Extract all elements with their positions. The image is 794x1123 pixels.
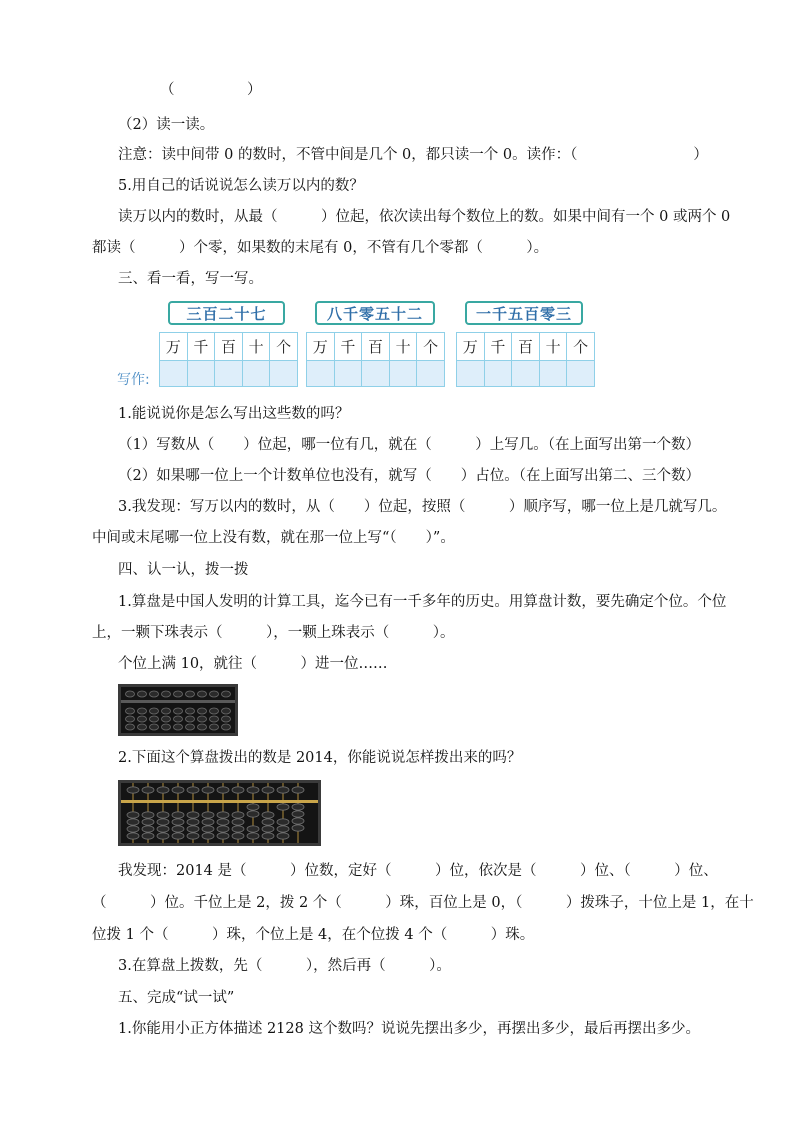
write-cell[interactable] <box>334 361 362 387</box>
abacus-intro-2: 上，一颗下珠表示（ ），一颗上珠表示（ ）。 <box>92 625 455 641</box>
write-cell[interactable] <box>417 361 445 387</box>
abacus-carry: 个位上满 10，就往（ ）进一位…… <box>118 656 388 672</box>
section-3-heading: 三、看一看，写一写。 <box>118 271 263 287</box>
abacus-question-3: 3.在算盘上拨数，先（ ），然后再（ ）。 <box>118 958 451 974</box>
header-ge: 个 <box>417 333 445 361</box>
write-cell[interactable] <box>242 361 270 387</box>
section-4-heading: 四、认一认，拨一拨 <box>118 562 249 578</box>
abacus-intro-1: 1.算盘是中国人发明的计算工具，迄今已有一千多年的历史。用算盘计数，要先确定个位。个位 <box>118 594 727 610</box>
header-qian: 千 <box>334 333 362 361</box>
blank-parentheses: （ ） <box>160 82 262 98</box>
cube-question: 1.你能用小正方体描述 2128 这个数吗？说说先摆出多少，再摆出多少，最后再摆出多少。 <box>118 1021 700 1037</box>
write-cell[interactable] <box>457 361 485 387</box>
header-qian: 千 <box>484 333 512 361</box>
question-5: 5.用自己的话说说怎么读万以内的数？ <box>118 178 364 194</box>
header-wan: 万 <box>457 333 485 361</box>
question-1: 1.能说说你是怎么写出这些数的吗？ <box>118 406 350 422</box>
write-cell[interactable] <box>270 361 298 387</box>
header-shi: 十 <box>242 333 270 361</box>
write-cell[interactable] <box>362 361 390 387</box>
header-shi: 十 <box>389 333 417 361</box>
header-wan: 万 <box>307 333 335 361</box>
place-value-table-2 <box>306 332 445 387</box>
write-cell[interactable] <box>484 361 512 387</box>
discovery-2014-line-3: 位拨 1 个（ ）珠，个位上是 4，在个位拨 4 个（ ）珠。 <box>92 927 535 943</box>
reading-rule-2: 都读（ ）个零，如果数的末尾有 0，不管有几个零都（ ）。 <box>92 240 549 256</box>
sub-question-2: （2）如果哪一位上一个计数单位也没有，就写（ ）占位。（在上面写出第二、三个数） <box>118 468 700 484</box>
write-cell[interactable] <box>215 361 243 387</box>
read-instruction: （2）读一读。 <box>118 117 215 133</box>
reading-rule-1: 读万以内的数时，从最（ ）位起，依次读出每个数位上的数。如果中间有一个 0 或两个 0 <box>118 209 731 225</box>
write-cell[interactable] <box>307 361 335 387</box>
write-cell[interactable] <box>160 361 188 387</box>
header-bai: 百 <box>512 333 540 361</box>
section-5-heading: 五、完成“试一试” <box>118 990 235 1006</box>
abacus-image-2014 <box>118 780 321 846</box>
place-value-table-3 <box>456 332 595 387</box>
header-wan: 万 <box>160 333 188 361</box>
write-cell[interactable] <box>567 361 595 387</box>
header-bai: 百 <box>362 333 390 361</box>
word-box-2: 八千零五十二 <box>315 301 435 325</box>
place-value-table-1 <box>159 332 298 387</box>
write-label: 写作: <box>117 372 150 388</box>
write-cell[interactable] <box>539 361 567 387</box>
discovery-2014-line-2: （ ）位。千位上是 2，拨 2 个（ ）珠，百位上是 0，（ ）拨珠子，十位上是 1，在十 <box>92 895 754 911</box>
write-cell[interactable] <box>512 361 540 387</box>
header-ge: 个 <box>270 333 298 361</box>
note-line: 注意：读中间带 0 的数时，不管中间是几个 0，都只读一个 0。读作：（ ） <box>118 147 708 163</box>
abacus-question-2: 2.下面这个算盘拨出的数是 2014，你能说说怎样拨出来的吗？ <box>118 750 522 766</box>
write-cell[interactable] <box>389 361 417 387</box>
word-box-1: 三百二十七 <box>168 301 285 325</box>
word-box-3: 一千五百零三 <box>465 301 583 325</box>
header-ge: 个 <box>567 333 595 361</box>
header-qian: 千 <box>187 333 215 361</box>
abacus-image-1 <box>118 684 238 736</box>
header-shi: 十 <box>539 333 567 361</box>
sub-question-1: （1）写数从（ ）位起，哪一位有几，就在（ ）上写几。（在上面写出第一个数） <box>118 437 700 453</box>
write-cell[interactable] <box>187 361 215 387</box>
discovery-2014-line-1: 我发现：2014 是（ ）位数，定好（ ）位，依次是（ ）位、（ ）位、 <box>118 863 718 879</box>
header-bai: 百 <box>215 333 243 361</box>
discovery-line-1: 3.我发现：写万以内的数时，从（ ）位起，按照（ ）顺序写，哪一位上是几就写几。 <box>118 499 727 515</box>
discovery-line-2: 中间或末尾哪一位上没有数，就在那一位上写“（ ）”。 <box>92 530 455 546</box>
